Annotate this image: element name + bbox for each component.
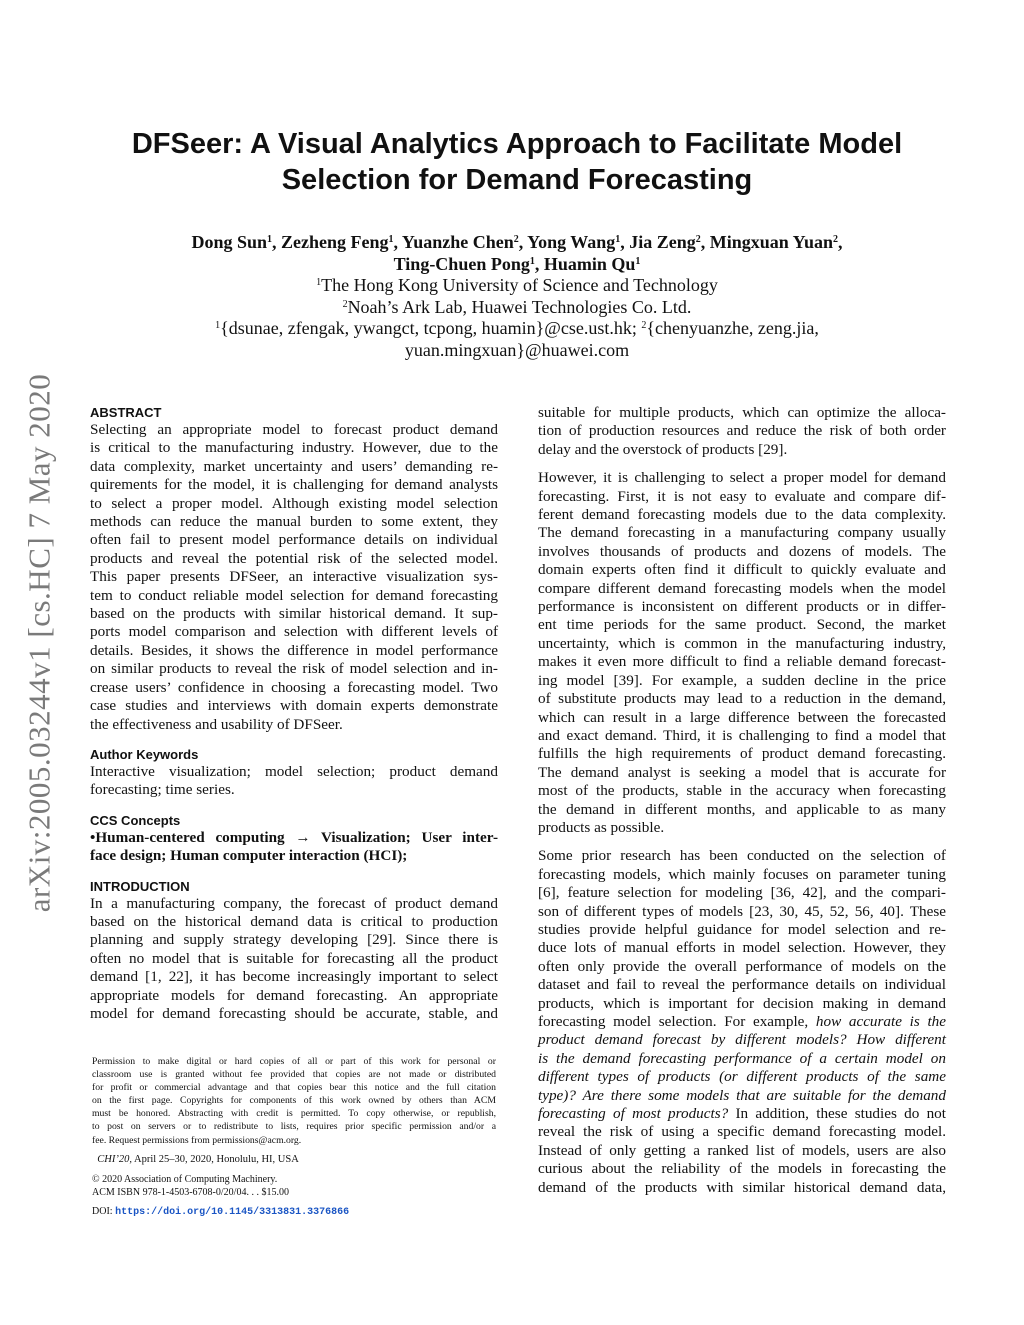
introduction-section	[90, 878, 498, 1024]
body-line: fulfills the high requirements of product demand forecasting.	[538, 745, 946, 763]
author-keywords-heading: Author Keywords	[90, 746, 199, 762]
body-line	[538, 1087, 946, 1105]
paper-title-line-2: Selection for Demand Forecasting	[281, 164, 753, 196]
author-name: Mingxuan Yuan	[709, 232, 834, 252]
author-separator: ,	[393, 232, 402, 252]
body-line: forecasting. First, it is not easy to evaluate and compare dif-	[538, 487, 946, 505]
venue-line	[92, 1153, 496, 1167]
abstract-line: quirements for the model, it is challenging for demand analysts	[90, 476, 498, 494]
body-line	[538, 1013, 946, 1031]
author-name: Huamin Qu	[543, 253, 636, 274]
body-line: most of the products, stable in the accuracy when forecasting	[538, 782, 946, 800]
affiliation-marker: 2	[513, 234, 519, 245]
body-text-plain: forecasting model selection. For example,	[538, 1013, 816, 1030]
body-line: demand of the products with similar historical demand data,	[538, 1178, 946, 1196]
abstract-line: methods can reduce the manual burden to some extent, they	[90, 513, 498, 531]
body-line: suitable for multiple products, which can optimize the alloca-	[538, 404, 946, 421]
abstract-line: tem to conduct reliable model selection for demand forecasting	[90, 586, 498, 604]
body-line: products, which is important for decision making in demand	[538, 994, 946, 1012]
body-line: The demand forecasting in a manufacturing company usually	[538, 524, 946, 542]
abstract-line: details. Besides, it shows the difference in model performance	[90, 641, 498, 659]
abstract-heading: ABSTRACT	[90, 405, 162, 420]
ccs-concepts-heading: CCS Concepts	[90, 812, 181, 828]
author-name: Yuanzhe Chen	[401, 232, 514, 252]
permission-line: classroom use is granted without fee provided that copies are not made or distributed	[92, 1069, 496, 1081]
affiliation-marker: 2	[833, 234, 839, 245]
body-line: which can result in a large difference between the forecasted	[538, 708, 946, 726]
abstract-line: to select a proper model. Although existing model selection	[90, 494, 498, 512]
body-text-italic: is the demand forecasting performance of a certain model on	[538, 1049, 946, 1067]
body-line: studies provide helpful guidance for model selection and re-	[538, 920, 946, 938]
permission-line: must be honored. Abstracting with credit is permitted. To copy otherwise, or republish,	[92, 1108, 496, 1120]
body-line: often only provide the overall performance of models on the	[538, 957, 946, 975]
abstract-line: based on the products with similar historical demand. It sup-	[90, 605, 498, 623]
affiliation-marker: 1	[635, 255, 641, 267]
copyright-block	[92, 1173, 496, 1199]
ccs-line: face design; Human computer interaction (HCI);	[90, 847, 408, 865]
body-paragraph-1	[538, 404, 946, 459]
keywords-line: forecasting; time series.	[90, 781, 235, 799]
body-line: ent time periods for the same product. Second, the market	[538, 616, 946, 634]
permission-line: Permission to make digital or hard copies of all or part of this work for personal or	[92, 1056, 496, 1067]
affiliation-marker: 1	[388, 234, 394, 245]
email-group: {dsunae, zfengak, ywangct, tcpong, huamin}@cse.ust.hk;	[220, 318, 642, 338]
author-separator: ,	[272, 232, 281, 252]
introduction-line: based on the historical demand data is critical to production	[90, 912, 498, 930]
body-paragraph-2	[538, 469, 946, 837]
doi-label: DOI:	[92, 1205, 116, 1217]
body-line: involves thousands of products and dozens of models. The	[538, 542, 946, 560]
copyright-line: © 2020 Association of Computing Machinery.	[92, 1173, 278, 1185]
body-paragraph-3	[538, 847, 946, 1197]
body-text-italic: product demand forecast by different models? How different	[538, 1031, 946, 1049]
author-keywords-section	[90, 746, 498, 800]
body-line: ferent demand forecasting models due to the data complexity.	[538, 506, 946, 524]
body-line: Instead of only getting a ranked list of models, users are also	[538, 1141, 946, 1159]
body-line: reveal the risk of using a specific demand forecasting model.	[538, 1123, 946, 1141]
body-text-italic: how accurate is the	[815, 1013, 947, 1030]
body-line: curious about the reliability of the models in forecasting the	[538, 1160, 946, 1178]
author-separator: ,	[518, 232, 528, 252]
introduction-line: appropriate models for demand forecasting. An appropriate	[90, 986, 498, 1004]
body-line: Some prior research has been conducted on the selection of	[538, 847, 946, 865]
abstract-section	[90, 404, 498, 734]
affiliation-marker: 2	[641, 320, 647, 331]
body-line: tion of production resources and reduce the risk of both order	[538, 422, 946, 440]
body-line: son of different types of models [23, 30, 45, 52, 56, 40]. These	[538, 902, 946, 920]
author-name: Yong Wang	[527, 232, 616, 252]
author-block	[80, 232, 954, 361]
abstract-line: ports model comparison and selection with different levels of	[90, 623, 498, 641]
body-line: ing model [39]. For example, a sudden decline in the price	[538, 671, 946, 689]
author-list-line-1	[80, 232, 954, 254]
right-column	[538, 404, 946, 1207]
affiliation-marker: 1	[615, 234, 621, 245]
affiliation-text: Noah’s Ark Lab, Huawei Technologies Co. Ltd.	[347, 296, 692, 317]
introduction-heading: INTRODUCTION	[90, 878, 190, 894]
body-text-italic: forecasting of most products?	[538, 1105, 729, 1123]
body-line: makes it even more difficult to find a reliable demand forecast-	[538, 653, 946, 671]
introduction-line: often no model that is suitable for forecasting all the product	[90, 949, 498, 967]
author-emails-line-1	[80, 318, 954, 340]
affiliation-marker: 1	[267, 234, 272, 245]
ccs-concepts-section	[90, 812, 498, 866]
body-line	[538, 1031, 946, 1049]
permission-line: for profit or commercial advantage and that copies bear this notice and the full citation	[92, 1082, 496, 1094]
body-line: [6], feature selection for modeling [36, 42], and the compari-	[538, 884, 946, 902]
permission-line: on the first page. Copyrights for components of this work owned by others than ACM	[92, 1095, 496, 1107]
email-group: {chenyuanzhe, zeng.jia,	[646, 318, 819, 338]
body-line: domain experts often find it difficult to quickly evaluate and	[538, 561, 946, 579]
affiliation-text: The Hong Kong University of Science and Technology	[321, 275, 718, 295]
author-separator: ,	[700, 232, 710, 252]
permission-line: to post on servers or to redistribute to lists, requires prior specific permission and/or a	[92, 1121, 496, 1133]
abstract-line: This paper presents DFSeer, an interactive visualization sys-	[90, 568, 498, 586]
abstract-line: often fail to present model performance details on individual	[90, 531, 498, 549]
abstract-line: data complexity, market uncertainty and users’ demanding re-	[90, 457, 498, 475]
permission-line: fee. Request permissions from permissions@acm.org.	[92, 1134, 302, 1146]
affiliation-2	[80, 297, 954, 319]
arxiv-identifier-text: arXiv:2005.03244v1 [cs.HC] 7 May 2020	[21, 373, 56, 912]
author-separator: ,	[838, 232, 843, 252]
author-name: Ting-Chuen Pong	[393, 253, 530, 274]
affiliation-1	[80, 275, 954, 297]
abstract-line: products and reveal the potential risk of the selected model.	[90, 549, 498, 567]
author-list-line-2	[80, 254, 954, 276]
abstract-line: case studies and interviews with domain experts demonstrate	[90, 697, 498, 715]
author-emails-line-2: yuan.mingxuan}@huawei.com	[404, 339, 630, 360]
author-name: Zezheng Feng	[281, 232, 389, 252]
author-name: Dong Sun	[191, 232, 267, 252]
arxiv-identifier-stamp	[16, 350, 62, 935]
body-line	[538, 1050, 946, 1068]
ccs-line: •Human-centered computing → Visualization; User inter-	[90, 828, 498, 846]
left-column	[90, 404, 498, 1035]
body-line: and exact demand. Third, it is challenging to find a model that	[538, 726, 946, 744]
body-line: delay and the overstock of products [29].	[538, 440, 788, 458]
abstract-line: is critical to the manufacturing industry. However, due to the	[90, 439, 498, 457]
keywords-line: Interactive visualization; model selection; product demand	[90, 762, 498, 780]
body-text-plain: In addition, these studies do not	[728, 1105, 946, 1123]
introduction-line: demand [1, 22], it has become increasingly important to select	[90, 968, 498, 986]
abstract-line: crease users’ confidence in choosing a forecasting model. Two	[90, 678, 498, 696]
body-line: The demand analyst is seeking a model that is accurate for	[538, 763, 946, 781]
introduction-line: planning and supply strategy developing [29]. Since there is	[90, 931, 498, 949]
body-text-italic: different types of products (or different products of the same	[538, 1068, 946, 1086]
body-text-italic: type)? Are there some models that are suitable for the demand	[538, 1086, 946, 1104]
body-line: forecasting models, which mainly focuses on parameter tuning	[538, 865, 946, 883]
body-line: compare different demand forecasting models when the model	[538, 579, 946, 597]
permission-footnote	[92, 1055, 496, 1220]
body-line: of substitute products may lead to a reduction in the demand,	[538, 690, 946, 708]
body-line: duce lots of manual efforts in model selection. However, they	[538, 939, 946, 957]
introduction-line: model for demand forecasting should be accurate, stable, and	[90, 1004, 498, 1022]
abstract-line: the effectiveness and usability of DFSeer.	[90, 715, 343, 733]
body-line: performance is inconsistent on different products or in differ-	[538, 598, 946, 616]
abstract-body	[90, 421, 498, 734]
body-line: products as possible.	[538, 818, 665, 836]
body-line: dataset and fail to reveal the performance details on individual	[538, 976, 946, 994]
affiliation-marker: 1	[529, 255, 535, 267]
body-line: However, it is challenging to select a proper model for demand	[538, 469, 946, 487]
affiliation-marker: 1	[215, 320, 221, 331]
doi-line	[92, 1205, 496, 1220]
isbn-line: ACM ISBN 978-1-4503-6708-0/20/04. . . $15.00	[92, 1186, 289, 1198]
body-line: the demand in different months, and applicable to as many	[538, 800, 946, 818]
author-separator: ,	[620, 232, 630, 252]
body-line	[538, 1105, 946, 1123]
introduction-line: In a manufacturing company, the forecast of product demand	[90, 894, 498, 912]
abstract-line: on similar products to reveal the risk of model selection and in-	[90, 660, 498, 678]
author-separator: ,	[534, 253, 544, 274]
affiliation-marker: 2	[342, 298, 348, 310]
author-name: Jia Zeng	[629, 232, 696, 252]
venue-details: April 25–30, 2020, Honolulu, HI, USA	[131, 1153, 299, 1165]
body-line: uncertainty, which is common in the manufacturing industry,	[538, 634, 946, 652]
paper-title-line-1: DFSeer: A Visual Analytics Approach to Facilitate Model	[131, 128, 903, 160]
venue-name: CHI’20,	[97, 1153, 132, 1165]
affiliation-marker: 2	[695, 234, 701, 245]
affiliation-marker: 1	[316, 277, 322, 288]
doi-link[interactable]: https://doi.org/10.1145/3313831.3376866	[115, 1206, 350, 1218]
body-line	[538, 1068, 946, 1086]
abstract-line: Selecting an appropriate model to forecast product demand	[90, 421, 498, 438]
paper-title	[80, 126, 954, 198]
